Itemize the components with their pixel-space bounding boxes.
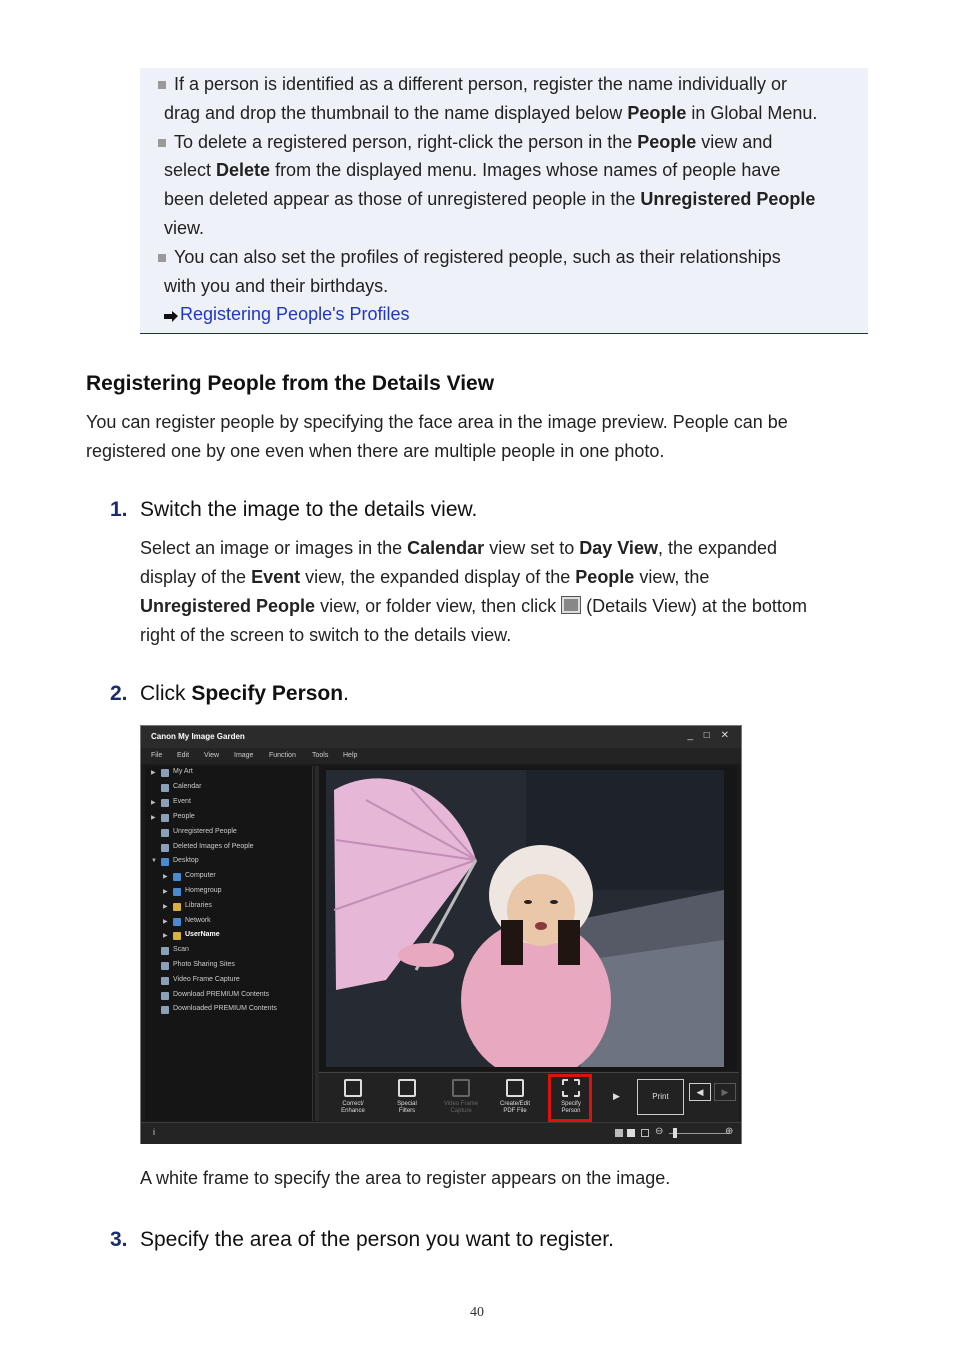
tree-item-calendar[interactable]: Calendar [173, 783, 202, 790]
prev-arrow-button[interactable]: ◀ [689, 1083, 711, 1101]
app-screenshot [140, 725, 742, 1144]
print-button[interactable]: Print [637, 1079, 684, 1115]
tree-item-username[interactable]: UserName [185, 931, 220, 938]
step-1-title: Switch the image to the details view. [140, 498, 478, 521]
photo-preview[interactable] [326, 770, 724, 1067]
tree-item-scan[interactable]: Scan [173, 946, 189, 953]
tree-item-people[interactable]: People [173, 813, 195, 820]
menu-view[interactable]: View [204, 752, 220, 759]
correct-enhance-icon [344, 1079, 362, 1097]
section-heading: Registering People from the Details View [86, 372, 495, 395]
tree-item-computer[interactable]: Computer [185, 872, 216, 879]
status-bar [141, 1122, 741, 1144]
menu-edit[interactable]: Edit [177, 752, 190, 759]
menu-file[interactable]: File [151, 752, 163, 759]
arrow-right-icon [164, 311, 178, 321]
step-3-number: 3. [110, 1228, 128, 1251]
note-item-2-cont: been deleted appear as those of unregistered people in the Unregistered People [164, 189, 816, 210]
specify-person-button[interactable]: Specify Person [547, 1079, 595, 1115]
zoom-out-icon[interactable]: ⊖ [655, 1126, 664, 1137]
step-1-body: Select an image or images in the Calendar view set to Day View, the expanded display of the Event view, the expanded display of the People view, the Unregistered People view, or folder view, then click (Details View) at the bottom right of the screen to switch to the details view. [140, 538, 807, 645]
special-filters-button[interactable]: Special Filters [383, 1079, 431, 1115]
tree-item-homegroup[interactable]: Homegroup [185, 887, 222, 894]
tree-item-video-frame[interactable]: Video Frame Capture [173, 976, 240, 983]
tree-item-download-premium[interactable]: Download PREMIUM Contents [173, 991, 270, 998]
folder-tree: ▶ My Art Calendar ▶ Event ▶ People Unregistered People Deleted Images of People ▼ Desktop ▶ Computer ▶ Homegroup ▶ Libraries ▶ Network ▶ UserName Scan Photo Sharing Sites Video Frame Capture Download PREMIUM Contents Downloaded PREMIUM Contents [145, 766, 313, 1121]
note-item-1: If a person is identified as a different person, register the name individually or [158, 70, 868, 99]
fullscreen-icon[interactable] [641, 1129, 649, 1137]
zoom-in-icon[interactable]: ⊕ [725, 1126, 734, 1137]
note-item-2-cont: view. [164, 217, 205, 238]
video-frame-icon [452, 1079, 470, 1097]
note-item-2: To delete a registered person, right-click the person in the People view and [158, 128, 868, 157]
tree-item-network[interactable]: Network [185, 917, 211, 924]
app-title-bar [141, 726, 741, 748]
bullet-square-icon [158, 254, 166, 262]
tree-item-photo-sharing[interactable]: Photo Sharing Sites [173, 961, 235, 968]
details-view-icon [561, 596, 581, 614]
page-number: 40 [470, 1305, 484, 1320]
tree-item-my-art[interactable]: My Art [173, 768, 193, 775]
details-view-mode-icon[interactable] [627, 1129, 635, 1137]
create-edit-pdf-button[interactable]: Create/Edit PDF File [491, 1079, 539, 1115]
registering-profiles-link[interactable]: Registering People's Profiles [180, 304, 410, 325]
tree-item-unregistered-people[interactable]: Unregistered People [173, 828, 237, 835]
bullet-square-icon [158, 81, 166, 89]
step-2-title: Click Specify Person. [140, 682, 349, 705]
tree-item-event[interactable]: Event [173, 798, 191, 805]
info-icon[interactable]: i [153, 1127, 155, 1137]
menu-image[interactable]: Image [234, 752, 254, 759]
bullet-square-icon [158, 139, 166, 147]
tree-item-deleted-images[interactable]: Deleted Images of People [173, 843, 254, 850]
step-1-number: 1. [110, 498, 128, 521]
section-intro: You can register people by specifying the face area in the image preview. People can be registered one by one even when there are multiple people in one photo. [86, 412, 788, 461]
step-2-result: A white frame to specify the area to register appears on the image. [140, 1168, 671, 1188]
app-menu-bar [141, 748, 741, 764]
next-arrow-button[interactable]: ▶ [714, 1083, 736, 1101]
window-buttons[interactable]: _ □ ✕ [687, 730, 733, 741]
profiles-link-row [158, 300, 868, 329]
tree-item-downloaded-premium[interactable]: Downloaded PREMIUM Contents [173, 1005, 277, 1012]
step-3-title: Specify the area of the person you want to register. [140, 1228, 614, 1251]
view-mode-icon[interactable] [615, 1129, 623, 1137]
note-box [140, 68, 868, 334]
menu-tools[interactable]: Tools [312, 752, 329, 759]
note-item-2-cont: select Delete from the displayed menu. Images whose names of people have [164, 160, 781, 181]
step-2-number: 2. [110, 682, 128, 705]
zoom-slider[interactable] [669, 1133, 729, 1134]
note-item-1-cont: drag and drop the thumbnail to the name displayed below People in Global Menu. [164, 102, 818, 123]
correct-enhance-button[interactable]: Correct/ Enhance [329, 1079, 377, 1115]
pdf-icon [506, 1079, 524, 1097]
note-item-3-cont: with you and their birthdays. [164, 275, 389, 296]
note-item-3: You can also set the profiles of registered people, such as their relationships [158, 243, 868, 272]
video-frame-capture-button[interactable]: Video Frame Capture [437, 1079, 485, 1115]
zoom-slider-handle[interactable] [673, 1128, 677, 1138]
app-title: Canon My Image Garden [151, 732, 245, 741]
tree-item-desktop[interactable]: Desktop [173, 857, 199, 864]
specify-person-highlight [548, 1074, 592, 1122]
special-filters-icon [398, 1079, 416, 1097]
menu-help[interactable]: Help [343, 752, 358, 759]
menu-function[interactable]: Function [269, 752, 296, 759]
tree-item-libraries[interactable]: Libraries [185, 902, 212, 909]
chevron-right-icon[interactable]: ▶ [613, 1091, 620, 1101]
